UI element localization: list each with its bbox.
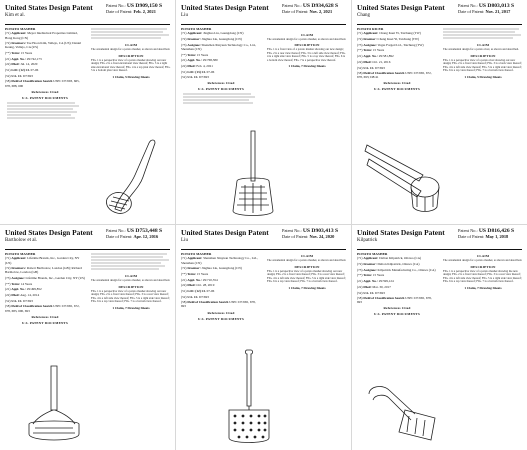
references-subtitle: U.S. PATENT DOCUMENTS — [22, 320, 68, 325]
field-loc: (51) LOC (12) Cl. 07-06 — [5, 68, 39, 73]
claim-title: CLAIM — [124, 43, 138, 47]
claim-text: The ornamental design for a potato masher, as shown and described. — [91, 47, 171, 51]
patent-header — [357, 228, 522, 250]
field-us-cl: (52) U.S. Cl. D7/693 — [5, 298, 33, 303]
field-inventor: (72) Inventor: Dalton Kilpatrick, Ottawa (CA) — [357, 262, 420, 267]
field-search: (58) Field of Classification Search USPC D7/693, 665, 678, 688, 690 — [5, 79, 80, 88]
item-name: POTATO MASHER — [181, 27, 212, 31]
item-name: POTATO MASHER — [357, 252, 388, 256]
patent-header — [357, 3, 522, 25]
references-subtitle: U.S. PATENT DOCUMENTS — [22, 95, 68, 100]
patent-date-label: Date of Patent: — [106, 234, 133, 240]
patent-number: US D909,150 S — [126, 3, 163, 9]
patent-left-column — [5, 252, 85, 326]
field-loc: (51) LOC (12) Cl. 07-06 — [181, 288, 215, 293]
claim-title: CLAIM — [124, 274, 138, 278]
references-subtitle: U.S. PATENT DOCUMENTS — [374, 87, 420, 92]
field-search: (58) Field of Classification Search USPC D7/665, 672, 678, 693; D8/41 — [357, 71, 432, 80]
claim-text: The ornamental design for a potato masher, as shown and described. — [267, 36, 347, 41]
patent-header — [181, 3, 346, 25]
references-table-continued — [91, 27, 171, 41]
field-filed: (22) Filed: Oct. 21, 2016 — [357, 59, 391, 64]
description-title: DESCRIPTION — [118, 284, 144, 289]
references-subtitle: U.S. PATENT DOCUMENTS — [198, 316, 244, 321]
field-search: (58) Field of Classification Search USPC D7/665, 678, 693 — [357, 296, 432, 305]
references-table-continued — [443, 27, 523, 41]
field-inventor: (72) Inventors: Tae Hoon Kim, Vallejo, CA (US); Daniel Keung, Vallejo, CA (US) — [5, 41, 82, 50]
field-us-cl: (52) U.S. Cl. D7/693 — [181, 75, 209, 80]
field-term: (**) Term: 15 Years — [357, 273, 385, 278]
claim-title: CLAIM — [476, 43, 490, 47]
field-applicant: (71) Applicant: Jinghua Liu, Guangdong (CN) — [181, 31, 244, 36]
patent-meta — [106, 3, 170, 15]
description-text: FIG. 1 is a perspective view of a potato masher showing our new design; FIG. 2 is a front view thereof; FIG. 3 is a rear view thereof; FIG. 4 is a left side view thereof; FIG. 5 is a right side view thereof; FIG. 6 is a top view thereof; FIG. 7 is a bottom view thereof. — [91, 288, 170, 303]
field-appl-no: (21) Appl. No.: 29/499,852 — [5, 287, 42, 292]
field-filed: (22) Filed: Jul. 14, 2020 — [5, 62, 38, 67]
patent-title: United States Design Patent — [181, 3, 269, 12]
patent-date: Nov. 2, 2021 — [309, 9, 333, 15]
references-title: References Cited — [207, 310, 235, 315]
patent-meta — [106, 228, 170, 240]
header-notes — [267, 27, 347, 31]
description-title: DESCRIPTION — [118, 53, 144, 58]
patent-number-label: Patent No.: — [458, 3, 478, 8]
patent-left-column — [357, 252, 437, 317]
claim-title: CLAIM — [300, 254, 314, 258]
drawing-sheets-caption: 1 Claim, 7 Drawing Sheets — [112, 305, 150, 310]
patent-meta — [282, 228, 346, 240]
patent-meta — [458, 228, 522, 240]
claim-text: The ornamental design for a potato ricer, as shown and described. — [443, 47, 519, 51]
patent-title: United States Design Patent — [5, 228, 93, 237]
patent-number: US D934,628 S — [302, 3, 339, 9]
patent-number-label: Patent No.: — [282, 228, 302, 233]
field-applicant: (71) Applicant: Shenzhen Xinyuan Technology Co., Ltd., Shenzhen (CN) — [181, 256, 258, 265]
field-us-cl: (52) U.S. Cl. D7/693 — [5, 73, 33, 78]
patent-right-column — [443, 252, 523, 290]
field-search: (58) Field of Classification Search USPC D7/665, 672, 678, 683, 690, 693 — [5, 304, 80, 313]
item-name: POTATO MASHER — [5, 252, 36, 256]
field-us-cl: (52) U.S. Cl. D7/693 — [357, 290, 385, 295]
patent-title: United States Design Patent — [357, 228, 445, 237]
field-filed: (22) Filed: Feb. 4, 2021 — [181, 63, 213, 68]
field-us-cl: (52) U.S. Cl. D7/693 — [181, 294, 209, 299]
drawing-sheets-caption: 1 Claim, 7 Drawing Sheets — [288, 64, 326, 68]
patent-right-column — [91, 252, 171, 310]
drawing-sheets-caption: 1 Claim, 5 Drawing Sheets — [112, 74, 150, 79]
patent-inventor: Liu — [181, 13, 188, 18]
field-applicant: (71) Applicant: Chang Kuei Yi, Taichung (TW) — [357, 31, 421, 36]
patent-number: US D803,013 S — [478, 3, 515, 9]
patent-page — [0, 0, 175, 224]
field-appl-no: (21) Appl. No.: 29/768,380 — [181, 58, 218, 63]
patent-number: US D753,448 S — [126, 228, 163, 234]
description-title: DESCRIPTION — [470, 264, 496, 269]
patent-header — [181, 228, 346, 250]
patent-meta — [282, 3, 346, 15]
claim-text: The ornamental design for a potato masher, as shown and described. — [267, 258, 347, 262]
patent-inventor: Liu — [181, 238, 188, 243]
drawing-sheets-caption: 1 Claim, 7 Drawing Sheets — [464, 285, 502, 290]
patent-right-column — [91, 27, 171, 79]
references-table-continued — [91, 252, 171, 272]
description-title: DESCRIPTION — [294, 264, 320, 269]
field-loc: (51) LOC (13) Cl. 07-06 — [181, 69, 215, 74]
claim-title: CLAIM — [300, 32, 314, 37]
field-filed: (22) Filed: Aug. 14, 2014 — [5, 293, 40, 298]
description-title: DESCRIPTION — [294, 43, 320, 47]
references-table — [5, 101, 83, 121]
patent-number: US D903,413 S — [302, 228, 339, 234]
field-appl-no: (21) Appl. No.: 29/581,892 — [357, 54, 394, 59]
field-applicant: (71) Applicant: Dalton Kilpatrick, Ottawa (CA) — [357, 256, 422, 261]
patent-page — [176, 225, 351, 449]
patent-date-label: Date of Patent: — [282, 9, 309, 15]
field-term: (**) Term: 15 Years — [357, 48, 385, 53]
potato-masher-drawing — [365, 374, 441, 446]
field-inventor: (72) Inventors: Robert Bartholow, London (GB); Richard Bartholow, London (GB) — [5, 266, 82, 275]
patent-date: May 1, 2018 — [485, 234, 509, 240]
field-term: (**) Term: 15 Years — [181, 52, 209, 57]
description-title: DESCRIPTION — [470, 53, 496, 58]
patent-number-label: Patent No.: — [282, 3, 302, 8]
drawing-sheets-caption: 1 Claim, 7 Drawing Sheets — [288, 285, 326, 290]
patent-date-label: Date of Patent: — [282, 234, 309, 240]
field-applicant: (71) Applicant: Lifetime Brands, Inc., Garden City, NY (US) — [5, 256, 80, 265]
patent-date: Nov. 21, 2017 — [485, 9, 511, 15]
patent-left-column — [181, 27, 261, 106]
potato-masher-drawing — [23, 364, 85, 446]
patent-date-label: Date of Patent: — [458, 9, 485, 15]
field-term: (**) Term: 15 Years — [5, 50, 33, 55]
patent-page — [176, 0, 351, 224]
field-inventor: (72) Inventor: Jinghua Liu, Guangdong (CN) — [181, 266, 242, 271]
description-text: FIG. 1 is a perspective view of a potato masher showing our new design; FIG. 2 is a front view thereof; FIG. 3 is a rear view thereof; FIG. 4 is a left side view thereof; FIG. 5 is a right side view thereof; FIG. 6 is a top view thereof; FIG. 7 is a bottom view thereof. — [267, 268, 346, 283]
references-subtitle: U.S. PATENT DOCUMENTS — [198, 87, 244, 92]
field-search: (58) Field of Classification Search USPC D7/665, 678, 693 — [181, 300, 256, 309]
patent-inventor: Kim et al. — [5, 13, 25, 18]
field-filed: (22) Filed: Mar. 30, 2017 — [357, 284, 391, 289]
field-term: (**) Term: 14 Years — [5, 281, 33, 286]
references-title: References Cited — [207, 81, 235, 86]
patent-date: Feb. 2, 2021 — [133, 9, 156, 15]
patent-number: US D816,426 S — [478, 228, 515, 234]
claim-text: The ornamental design for a potato masher, as shown and described. — [91, 278, 171, 282]
potato-ricer-drawing — [363, 135, 443, 215]
field-assignee: (73) Assignee: Vegas Forged Ltd., Taichung (TW) — [357, 42, 424, 47]
claim-title: CLAIM — [476, 254, 490, 258]
patent-inventor: Kilpatrick — [357, 238, 378, 243]
patent-right-column — [267, 252, 347, 290]
patent-date: Apr. 12, 2016 — [133, 234, 159, 240]
patent-right-column — [267, 27, 347, 68]
patent-inventor: Bartholow et al. — [5, 238, 38, 243]
patent-inventor: Chang — [357, 13, 371, 18]
patent-title: United States Design Patent — [181, 228, 269, 237]
patent-left-column — [5, 27, 85, 121]
item-name: POTATO MASHER — [5, 27, 36, 31]
field-us-cl: (52) U.S. Cl. D7/693 — [357, 65, 385, 70]
patent-number-label: Patent No.: — [458, 228, 478, 233]
potato-masher-drawing — [219, 348, 279, 446]
patent-left-column — [357, 27, 437, 92]
patent-number-label: Patent No.: — [106, 228, 126, 233]
drawing-sheets-caption: 1 Claim, 5 Drawing Sheets — [464, 74, 502, 79]
patent-meta — [458, 3, 522, 15]
field-assignee: (73) Assignee: Shenzhen Xinyuan Technology Co., Ltd., Shenzhen (CN) — [181, 42, 257, 51]
field-filed: (22) Filed: Oct. 28, 2019 — [181, 283, 215, 288]
patent-page — [0, 225, 175, 449]
item-name: POTATO MASHER — [181, 252, 212, 256]
patent-right-column — [443, 27, 523, 79]
field-appl-no: (21) Appl. No.: 29/599,124 — [357, 279, 394, 284]
patent-date-label: Date of Patent: — [106, 9, 133, 15]
references-title: References Cited — [31, 314, 59, 319]
patent-page — [352, 225, 527, 449]
field-assignee: (73) Assignee: Kilpatrick Manufacturing Co., Ottawa (CA) — [357, 267, 436, 272]
description-text: FIG. 1 is a front view of a potato masher showing our new design; FIG. 2 is a rear view thereof; FIG. 3 is a left side view thereof; FIG. 4 is a right side view thereof; FIG. 5 is a top view thereof; FIG. 6 is a bottom view thereof; FIG. 7 is a perspective view thereof. — [267, 47, 346, 62]
item-name: POTATO RICER — [357, 27, 384, 31]
description-text: FIG. 1 is a perspective view of a potato masher showing our new design; FIG. 2 is a front elevational view thereof; FIG. 3 is a right side elevational view thereof; FIG. 4 is a top plan view thereof; FIG. 5 is a bottom plan view thereof. — [91, 57, 171, 72]
potato-masher-drawing — [105, 135, 167, 215]
patent-left-column — [181, 252, 261, 322]
patent-title: United States Design Patent — [357, 3, 445, 12]
description-text: FIG. 1 is a perspective view of a potato masher showing the new design; FIG. 2 is a front view thereof; FIG. 3 is a rear view thereof; FIG. 4 is a left side view thereof; FIG. 5 is a right side view thereof; FIG. 6 is a top view thereof; FIG. 7 is a bottom view thereof. — [443, 268, 522, 283]
references-table — [181, 92, 259, 106]
patent-header — [5, 228, 170, 250]
description-text: FIG. 1 is a perspective view of a potato ricer showing our new design; FIG. 2 is a front view thereof; FIG. 3 is a back view thereof; FIG. 4 is a left side view thereof; FIG. 5 is a right side view thereof; FIG. 6 is a top view thereof; FIG. 7 is a bottom view thereof. — [443, 57, 522, 72]
potato-masher-drawing — [221, 127, 281, 219]
field-inventor: (72) Inventor: Jinghua Liu, Guangdong (CN) — [181, 37, 242, 42]
references-title: References Cited — [383, 81, 411, 86]
references-subtitle: U.S. PATENT DOCUMENTS — [374, 312, 420, 317]
field-appl-no: (21) Appl. No.: 29/742,173 — [5, 56, 42, 61]
patent-date-label: Date of Patent: — [458, 234, 485, 240]
patent-date: Nov. 24, 2020 — [309, 234, 335, 240]
claim-text: The ornamental design for a potato masher, as shown and described. — [443, 258, 523, 262]
patent-number-label: Patent No.: — [106, 3, 126, 8]
patent-header — [5, 3, 170, 25]
field-applicant: (71) Applicant: Meyer Intellectual Properties Limited, Hong Kong (CN) — [5, 31, 78, 40]
references-title: References Cited — [31, 89, 59, 94]
field-inventor: (72) Inventor: Chang Kuei Yi, Taichung (TW) — [357, 37, 420, 42]
field-term: (**) Term: 15 Years — [181, 271, 209, 276]
patent-page — [352, 0, 527, 224]
field-assignee: (73) Assignee: Lifetime Brands, Inc., Garden City, NY (US) — [5, 275, 85, 280]
references-title: References Cited — [383, 306, 411, 311]
field-appl-no: (21) Appl. No.: 29/710,354 — [181, 277, 218, 282]
patent-title: United States Design Patent — [5, 3, 93, 12]
